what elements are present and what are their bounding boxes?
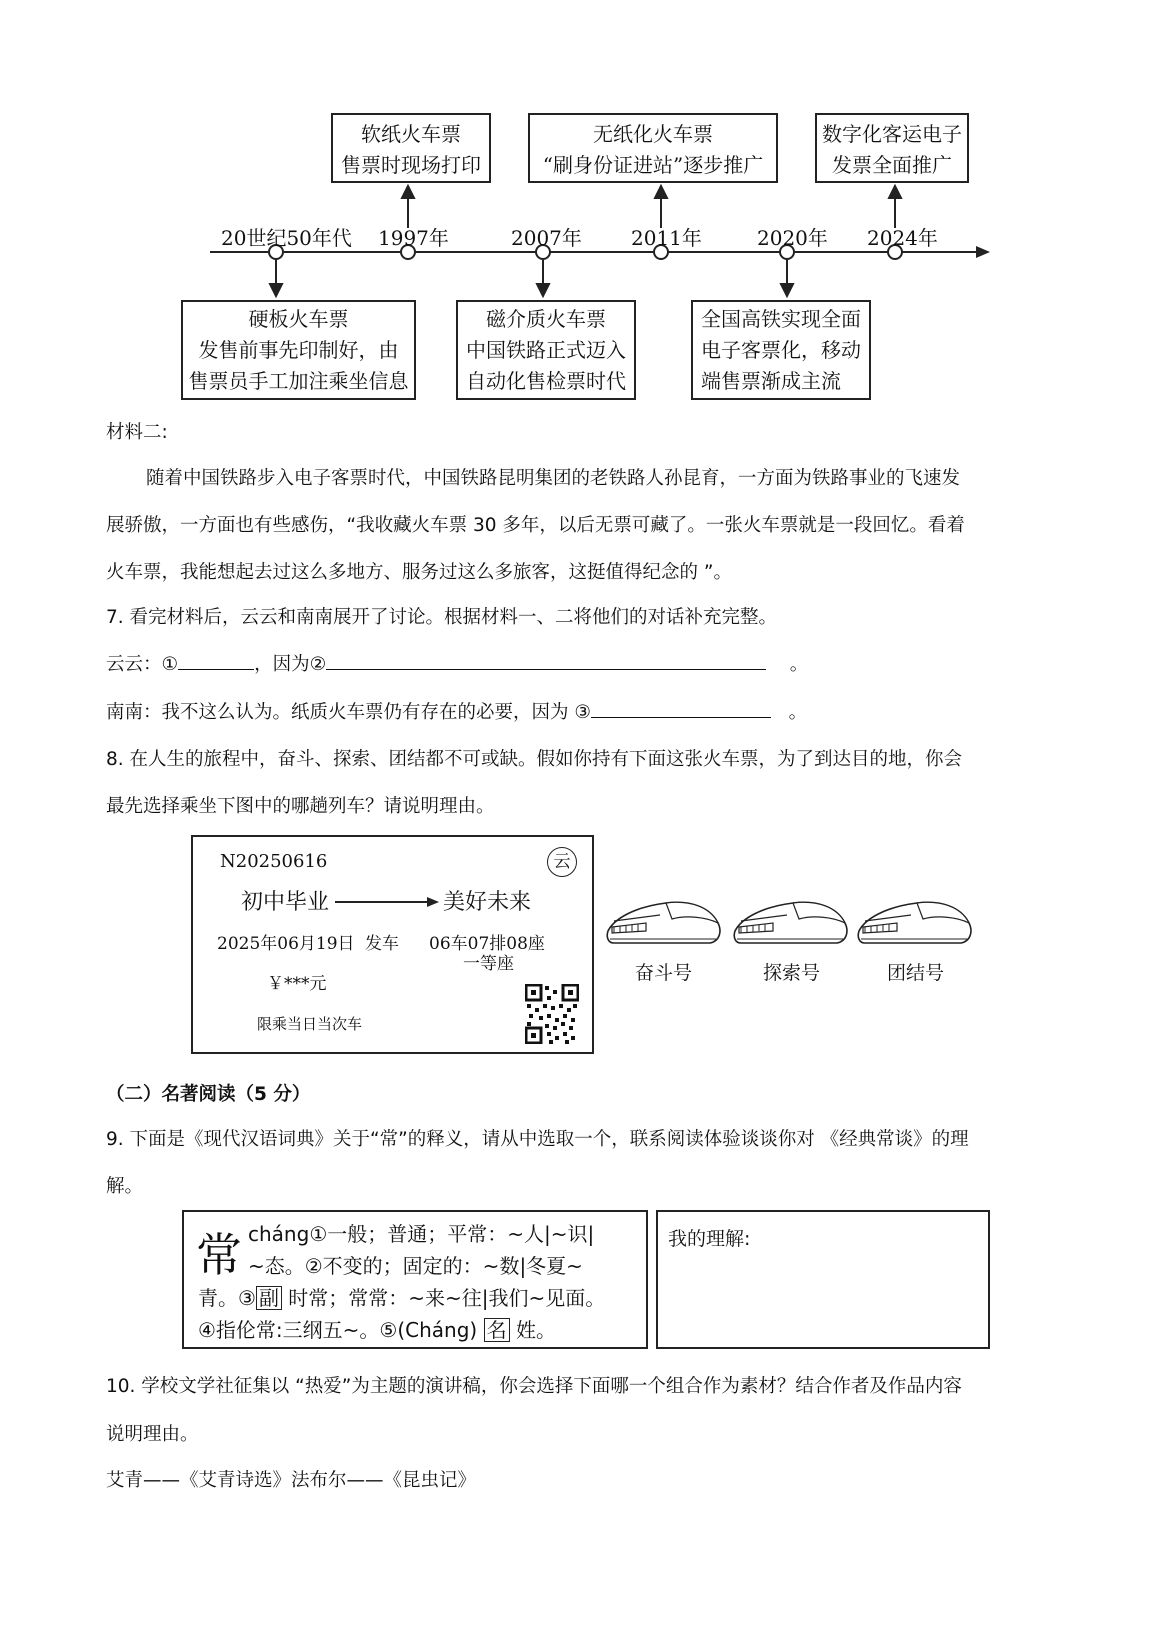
qr-code-icon xyxy=(525,984,579,1044)
answer-blank-2[interactable] xyxy=(326,653,766,670)
dictionary-sense: 青。③ xyxy=(198,1286,256,1310)
event-box: 软纸火车票 售票时现场打印 xyxy=(331,113,491,183)
train-label: 探索号 xyxy=(763,962,821,984)
question-8-line2: 最先选择乘坐下图中的哪趟列车？请说明理由。 xyxy=(106,796,495,817)
dictionary-pinyin: cháng xyxy=(248,1222,310,1246)
ticket-note: 限乘当日当次车 xyxy=(257,1015,363,1033)
year-label: 2011年 xyxy=(631,226,702,250)
section-heading: （二）名著阅读（5 分） xyxy=(106,1084,311,1105)
train-label: 团结号 xyxy=(887,962,945,984)
dictionary-sense: 姓。 xyxy=(515,1318,556,1342)
year-label: 2007年 xyxy=(511,226,582,250)
material2-line: 展骄傲，一方面也有些感伤，“我收藏火车票 30 多年，以后无票可藏了。一张火车票就是一段回忆。看着 xyxy=(106,515,965,536)
event-box: 硬板火车票 发售前事先印制好，由 售票员手工加注乘坐信息 xyxy=(181,300,416,400)
material2-line: 火车票，我能想起去过这么多地方、服务过这么多旅客，这挺值得纪念的 ”。 xyxy=(106,562,732,583)
train-label: 奋斗号 xyxy=(635,962,693,984)
ticket-to: 美好未来 xyxy=(443,890,532,915)
ticket-from: 初中毕业 xyxy=(241,890,330,915)
year-label: 1997年 xyxy=(378,226,449,250)
understanding-answer-box[interactable] xyxy=(656,1210,990,1349)
question-9-line1: 9. 下面是《现代汉语词典》关于“常”的释义，请从中选取一个，联系阅读体验谈谈你对 《经典常谈》的理 xyxy=(106,1129,969,1150)
dictionary-char: 常 xyxy=(196,1228,242,1282)
ticket-date: 2025年06月19日 xyxy=(217,934,355,954)
question-10-options: 艾青——《艾青诗选》法布尔——《昆虫记》 xyxy=(106,1470,477,1491)
ticket-number: N20250616 xyxy=(220,851,328,872)
year-label: 2020年 xyxy=(757,226,828,250)
answer-blank-1[interactable] xyxy=(178,653,254,670)
dictionary-sense: ~态。②不变的；固定的：~数|冬夏~ xyxy=(248,1254,583,1278)
question-10-line1: 10. 学校文学社征集以 “热爱”为主题的演讲稿，你会选择下面哪一个组合作为素材？结合作者及作品内容 xyxy=(106,1376,962,1397)
train-icon[interactable] xyxy=(733,893,853,951)
material2-label: 材料二: xyxy=(106,422,168,443)
question-10-line2: 说明理由。 xyxy=(106,1424,199,1445)
ticket-price: ￥***元 xyxy=(267,974,327,994)
understanding-label: 我的理解: xyxy=(668,1228,751,1250)
year-label: 2024年 xyxy=(867,226,938,250)
dictionary-sense: ④指伦常:三纲五~。⑤(Cháng) xyxy=(198,1318,478,1342)
dictionary-sense: 时常；常常：~来~往|我们~见面。 xyxy=(288,1286,606,1310)
arrow-right-icon xyxy=(335,895,440,909)
part-of-speech-tag: 副 xyxy=(256,1286,282,1310)
material2-line: 随着中国铁路步入电子客票时代，中国铁路昆明集团的老铁路人孙昆育，一方面为铁路事业的飞速发 xyxy=(146,468,961,489)
question-7-stem: 7. 看完材料后，云云和南南展开了讨论。根据材料一、二将他们的对话补充完整。 xyxy=(106,607,778,628)
part-of-speech-tag: 名 xyxy=(484,1318,510,1342)
question-7-nan-line: 南南：我不这么认为。纸质火车票仍有存在的必要，因为 ③ 。 xyxy=(106,702,808,723)
year-label: 20世纪50年代 xyxy=(221,226,352,250)
stamp-icon: 云 xyxy=(547,847,577,877)
event-box: 无纸化火车票 “刷身份证进站”逐步推广 xyxy=(528,113,778,183)
event-box: 全国高铁实现全面 电子客票化，移动 端售票渐成主流 xyxy=(691,300,871,400)
train-icon[interactable] xyxy=(606,893,726,951)
dictionary-sense: ①一般；普通；平常：~人|~识| xyxy=(309,1222,595,1246)
event-box: 数字化客运电子 发票全面推广 xyxy=(815,113,969,183)
train-ticket xyxy=(191,835,594,1054)
event-box: 磁介质火车票 中国铁路正式迈入 自动化售检票时代 xyxy=(456,300,636,400)
ticket-seat: 06车07排08座 xyxy=(429,934,545,954)
question-8-line1: 8. 在人生的旅程中，奋斗、探索、团结都不可或缺。假如你持有下面这张火车票，为了到达目的地，你会 xyxy=(106,749,963,770)
answer-blank-3[interactable] xyxy=(591,701,771,718)
question-9-line2: 解。 xyxy=(106,1176,144,1197)
dictionary-entry xyxy=(182,1210,648,1349)
train-icon[interactable] xyxy=(857,893,977,951)
ticket-depart: 发车 xyxy=(365,934,399,954)
timeline-down-arrows xyxy=(270,260,793,296)
question-7-yun-line: 云云：① ，因为② 。 xyxy=(106,654,809,675)
ticket-class: 一等座 xyxy=(463,954,514,974)
